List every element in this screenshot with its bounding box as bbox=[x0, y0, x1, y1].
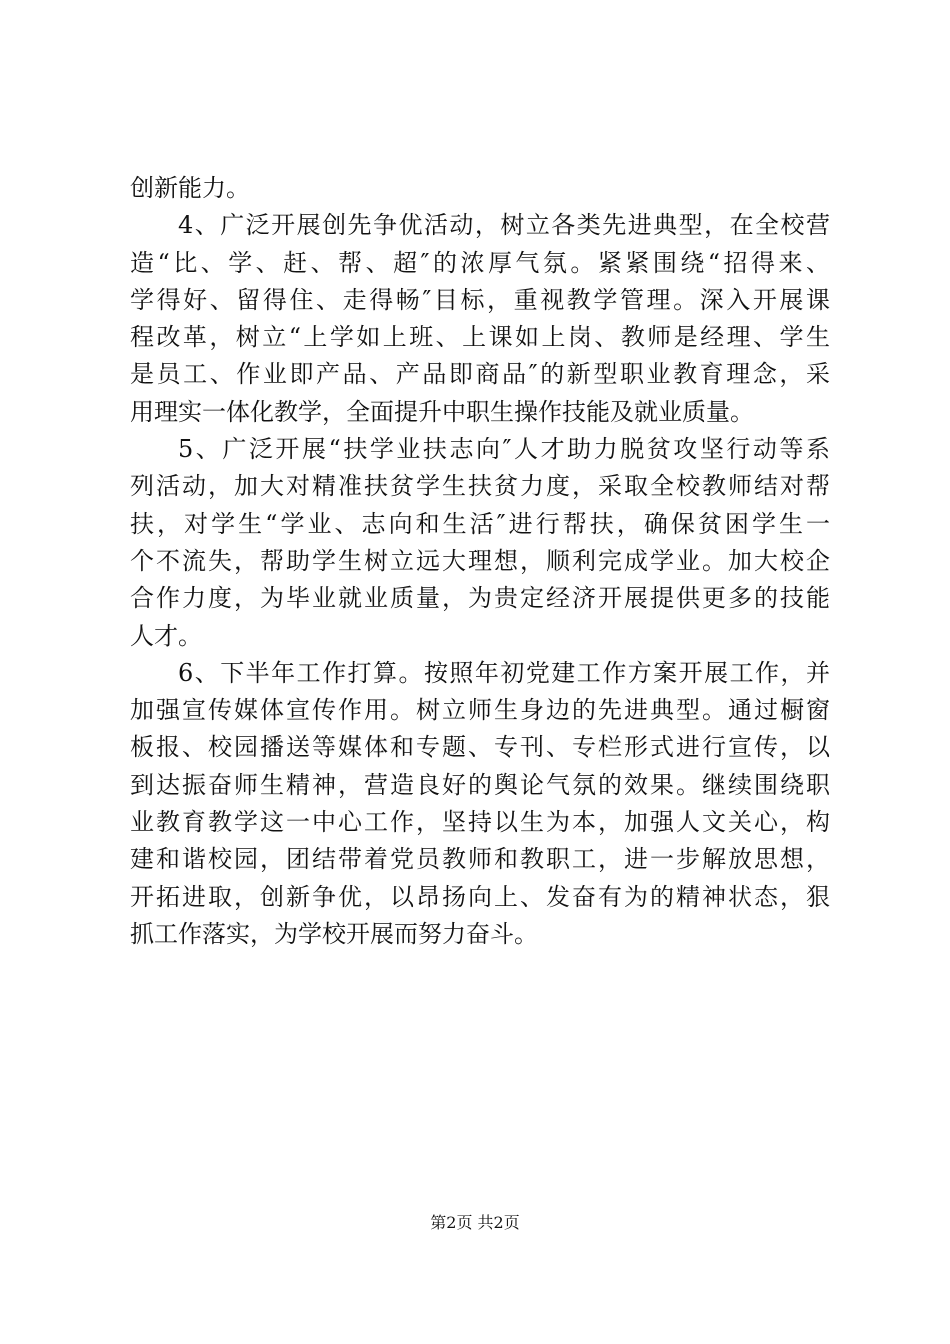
text-line: 抓工作落实，为学校开展而努力奋斗。 bbox=[130, 919, 538, 948]
text-line: 5、广泛开展“扶学业扶志向″人才助力脱贫攻坚行动等系 bbox=[178, 435, 830, 464]
text-line: 4、广泛开展创先争优活动，树立各类先进典型，在全校营 bbox=[178, 211, 830, 240]
text-line: 用理实一体化教学，全面提升中职生操作技能及就业质量。 bbox=[130, 397, 754, 426]
text-line: 6、下半年工作打算。按照年初党建工作方案开展工作，并 bbox=[178, 658, 830, 687]
text-line: 合作力度，为毕业就业质量，为贵定经济开展提供更多的技能 bbox=[130, 584, 830, 613]
text-line: 造“比、学、赶、帮、超″的浓厚气氛。紧紧围绕“招得来、 bbox=[130, 248, 830, 277]
text-line: 到达振奋师生精神，营造良好的舆论气氛的效果。继续围绕职 bbox=[130, 770, 830, 799]
text-line: 程改革，树立“上学如上班、上课如上岗、教师是经理、学生 bbox=[130, 323, 830, 352]
page-number-label: 第2页 共2页 bbox=[430, 1213, 520, 1232]
text-line: 业教育教学这一中心工作，坚持以生为本，加强人文关心，构 bbox=[130, 808, 830, 837]
text-line: 板报、校园播送等媒体和专题、专刊、专栏形式进行宣传，以 bbox=[130, 733, 830, 762]
paragraph-4 bbox=[130, 655, 830, 953]
page-footer bbox=[0, 1210, 950, 1233]
paragraph-2 bbox=[130, 207, 830, 431]
text-line: 开拓进取，创新争优，以昂扬向上、发奋有为的精神状态，狠 bbox=[130, 882, 830, 911]
text-line: 个不流失，帮助学生树立远大理想，顺利完成学业。加大校企 bbox=[130, 546, 830, 575]
text-line: 是员工、作业即产品、产品即商品″的新型职业教育理念，采 bbox=[130, 360, 830, 389]
text-line: 扶，对学生“学业、志向和生活″进行帮扶，确保贫困学生一 bbox=[130, 509, 830, 538]
document-body bbox=[130, 170, 830, 953]
text-line: 加强宣传媒体宣传作用。树立师生身边的先进典型。通过橱窗 bbox=[130, 696, 830, 725]
paragraph-3 bbox=[130, 431, 830, 655]
text-line: 学得好、留得住、走得畅″目标，重视教学管理。深入开展课 bbox=[130, 285, 830, 314]
text-line: 建和谐校园，团结带着党员教师和教职工，进一步解放思想， bbox=[130, 845, 830, 874]
paragraph-1 bbox=[130, 170, 830, 207]
text-line: 列活动，加大对精准扶贫学生扶贫力度，采取全校教师结对帮 bbox=[130, 472, 830, 501]
text-line: 人才。 bbox=[130, 621, 202, 650]
text-line: 创新能力。 bbox=[130, 174, 250, 202]
